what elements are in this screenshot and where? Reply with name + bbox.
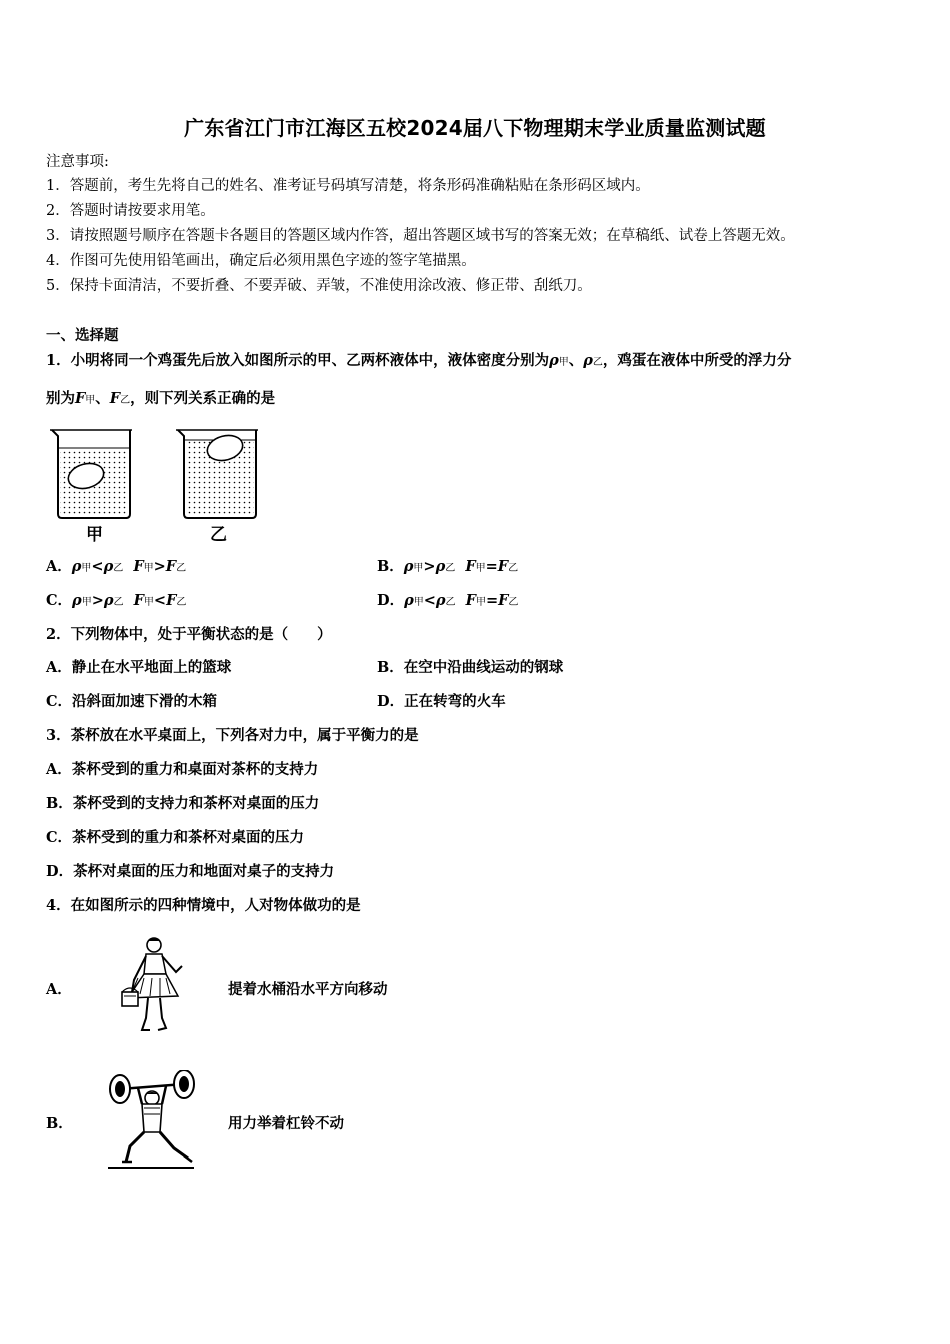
sub-jia: 甲 bbox=[143, 597, 154, 608]
q2-option-d[interactable]: D．正在转弯的火车 bbox=[377, 693, 506, 710]
q1-option-a[interactable] bbox=[46, 557, 186, 579]
force-symbol: F bbox=[498, 592, 509, 609]
sub-jia: 甲 bbox=[558, 357, 569, 368]
q2-option-b[interactable]: B．在空中沿曲线运动的钢球 bbox=[377, 659, 564, 676]
sub-jia: 甲 bbox=[81, 597, 92, 608]
rho-symbol: ρ bbox=[103, 558, 114, 575]
sub-jia: 甲 bbox=[475, 563, 486, 574]
separator: 、 bbox=[95, 390, 110, 407]
force-symbol: F bbox=[165, 558, 177, 575]
rho-symbol: ρ bbox=[404, 592, 414, 609]
sub-yi: 乙 bbox=[176, 597, 187, 608]
q4-stem: 4．在如图所示的四种情境中，人对物体做功的是 bbox=[46, 897, 361, 914]
sub-yi: 乙 bbox=[508, 597, 519, 608]
sub-jia: 甲 bbox=[143, 563, 154, 574]
option-label: D． bbox=[377, 592, 405, 609]
rho-symbol: ρ bbox=[103, 592, 114, 609]
q4-option-b-label[interactable]: B． bbox=[46, 1115, 73, 1132]
sub-yi: 乙 bbox=[508, 563, 519, 574]
q3-option-a[interactable]: A．茶杯受到的重力和桌面对茶杯的支持力 bbox=[46, 761, 319, 778]
sub-jia: 甲 bbox=[85, 395, 96, 406]
separator: 、 bbox=[568, 352, 584, 369]
operator: > bbox=[91, 592, 104, 609]
q2-stem: 2．下列物体中，处于平衡状态的是（ ） bbox=[46, 626, 332, 643]
q3-option-b[interactable]: B．茶杯受到的支持力和茶杯对桌面的压力 bbox=[46, 795, 320, 812]
q1-text-d: ，则下列关系正确的是 bbox=[130, 390, 276, 407]
q3-option-c[interactable]: C．茶杯受到的重力和茶杯对桌面的压力 bbox=[46, 829, 305, 846]
q3-option-d[interactable]: D．茶杯对桌面的压力和地面对桌子的支持力 bbox=[46, 863, 335, 880]
notice-item-5: 5．保持卡面清洁，不要折叠、不要弄破、弄皱，不准使用涂改液、修正带、刮纸刀。 bbox=[46, 278, 592, 294]
q4-option-b-text: 用力举着杠铃不动 bbox=[228, 1115, 344, 1132]
q4-option-a-text: 提着水桶沿水平方向移动 bbox=[228, 981, 388, 998]
sub-yi: 乙 bbox=[176, 563, 187, 574]
operator: < bbox=[91, 558, 104, 575]
sub-jia: 甲 bbox=[475, 597, 486, 608]
beaker-label-yi: 乙 bbox=[210, 525, 227, 545]
force-symbol: F bbox=[133, 558, 144, 575]
q1-text-a: 1．小明将同一个鸡蛋先后放入如图所示的甲、乙两杯液体中，液体密度分别为 bbox=[46, 352, 550, 369]
operator: < bbox=[423, 592, 436, 609]
q1-option-c[interactable] bbox=[46, 591, 186, 613]
q1-stem-line2 bbox=[46, 389, 275, 411]
sub-yi: 乙 bbox=[445, 597, 456, 608]
sub-jia: 甲 bbox=[81, 563, 92, 574]
rho-symbol: ρ bbox=[71, 558, 82, 575]
option-label: C． bbox=[46, 592, 73, 609]
weightlifter-illustration bbox=[104, 1070, 198, 1172]
sub-yi: 乙 bbox=[120, 395, 131, 406]
force-symbol: F bbox=[497, 558, 509, 575]
q1-text-b: ，鸡蛋在液体中所受的浮力分 bbox=[602, 352, 792, 369]
page-title: 广东省江门市江海区五校2024届八下物理期末学业质量监测试题 bbox=[184, 116, 766, 140]
notice-item-1: 1．答题前，考生先将自己的姓名、准考证号码填写清楚，将条形码准确粘贴在条形码区域内。 bbox=[46, 178, 650, 194]
notice-heading: 注意事项: bbox=[46, 154, 109, 170]
operator: > bbox=[423, 558, 436, 575]
option-label: A． bbox=[46, 558, 72, 575]
beaker-label-jia: 甲 bbox=[86, 525, 103, 545]
q4-option-a-label[interactable]: A． bbox=[46, 981, 72, 998]
rho-symbol: ρ bbox=[72, 592, 82, 609]
rho-symbol: ρ bbox=[435, 558, 446, 575]
notice-item-4: 4．作图可先使用铅笔画出，确定后必须用黑色字迹的签字笔描黑。 bbox=[46, 253, 476, 269]
force-symbol: F bbox=[465, 558, 476, 575]
option-label: B． bbox=[377, 558, 404, 575]
rho-symbol: ρ bbox=[403, 558, 414, 575]
notice-item-3: 3．请按照题号顺序在答题卡各题目的答题区域内作答，超出答题区域书写的答案无效；在草稿纸、试卷上答题无效。 bbox=[46, 228, 795, 244]
q1-option-b[interactable] bbox=[377, 557, 518, 579]
sub-yi: 乙 bbox=[445, 563, 456, 574]
rho-symbol: ρ bbox=[435, 592, 446, 609]
q1-text-c: 别为 bbox=[46, 390, 75, 407]
bucket-carrying-illustration bbox=[110, 934, 190, 1034]
rho-symbol: ρ bbox=[583, 352, 593, 369]
operator: = bbox=[485, 592, 499, 609]
rho-symbol: ρ bbox=[549, 352, 559, 369]
notice-item-2: 2．答题时请按要求用笔。 bbox=[46, 203, 215, 219]
operator: = bbox=[485, 558, 498, 575]
beaker-yi bbox=[176, 430, 258, 518]
force-symbol: F bbox=[166, 592, 177, 609]
q1-option-d[interactable] bbox=[377, 591, 518, 613]
sub-yi: 乙 bbox=[113, 563, 124, 574]
sub-yi: 乙 bbox=[592, 357, 603, 368]
q2-option-a[interactable]: A．静止在水平地面上的篮球 bbox=[46, 659, 232, 676]
force-symbol: F bbox=[465, 592, 476, 609]
q1-stem-line1 bbox=[46, 351, 791, 373]
force-symbol: F bbox=[133, 592, 144, 609]
section-heading: 一、选择题 bbox=[46, 327, 119, 344]
sub-jia: 甲 bbox=[413, 597, 424, 608]
force-symbol: F bbox=[109, 390, 121, 407]
beakers-figure bbox=[48, 426, 268, 542]
force-symbol: F bbox=[75, 390, 86, 407]
sub-yi: 乙 bbox=[113, 597, 124, 608]
sub-jia: 甲 bbox=[413, 563, 424, 574]
beaker-jia bbox=[50, 430, 132, 518]
operator: < bbox=[153, 592, 167, 609]
operator: > bbox=[153, 558, 166, 575]
q3-stem: 3．茶杯放在水平桌面上，下列各对力中，属于平衡力的是 bbox=[46, 727, 419, 744]
q2-option-c[interactable]: C．沿斜面加速下滑的木箱 bbox=[46, 693, 218, 710]
